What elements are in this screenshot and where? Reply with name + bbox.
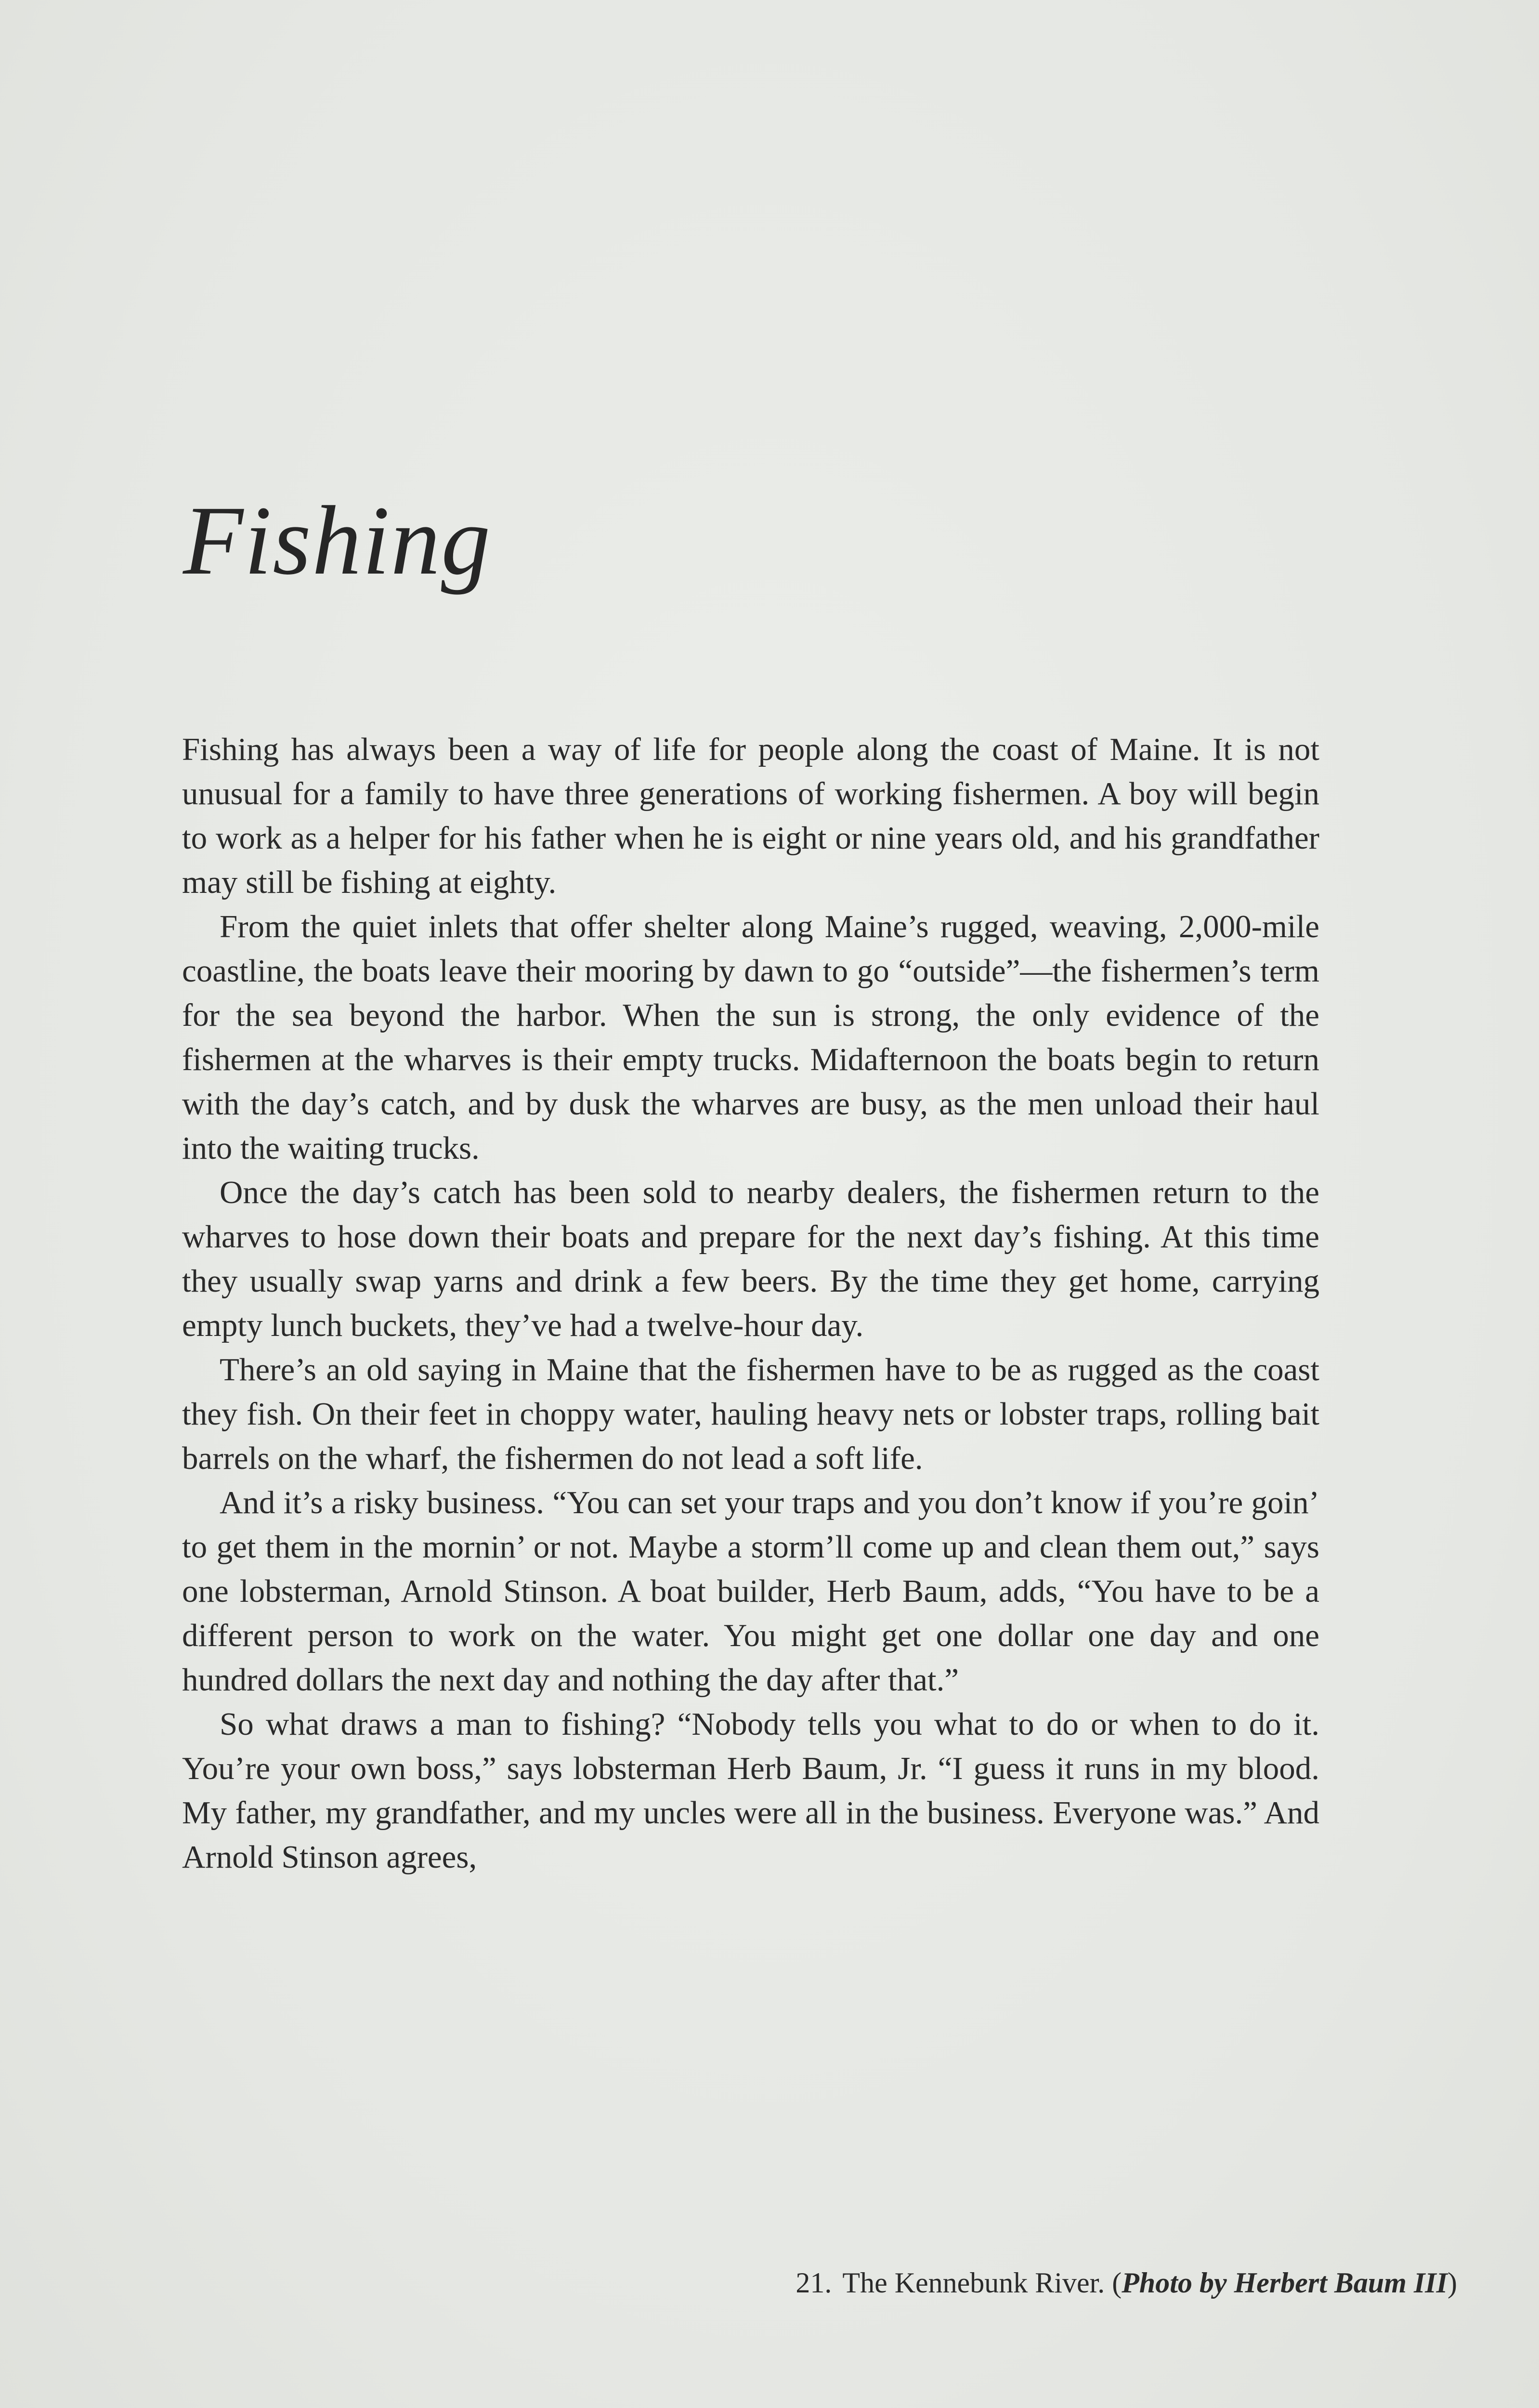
paragraph: And it’s a risky business. “You can set your traps and you don’t know if you’re goin’ to get them in the mornin’ or not. Maybe a storm’ll come up and clean them out,” says one lobsterman, Arnold Stinson. A boat builder, Herb Baum, adds, “You have to be a different person to work on the water. You might get one dollar one day and one hundred dollars the next day and nothing the day after that.” [182,1485,1319,1698]
paragraph: So what draws a man to fishing? “Nobody tells you what to do or when to do it. You’re your own boss,” says lobsterman Herb Baum, Jr. “I guess it runs in my blood. My father, my grandfather, and my uncles were all in the business. Everyone was.” And Arnold Stinson agrees, [182,1706,1319,1875]
paragraph: Fishing has always been a way of life for people along the coast of Maine. It is not unusual for a family to have three generations of working fishermen. A boy will begin to work as a helper for his father when he is eight or nine years old, and his grandfather may still be fishing at eighty. [182,732,1319,900]
caption-close-paren: ) [1448,2267,1457,2299]
page-title: Fishing [183,486,492,595]
caption-text: The Kennebunk River. [842,2267,1105,2299]
paragraph: Once the day’s catch has been sold to nearby dealers, the fishermen return to the wharves to hose down their boats and prepare for the next day’s fishing. At this time they usually swap yarns and drink a few beers. By the time they get home, carrying empty lunch buckets, they’ve had a twelve-hour day. [182,1175,1319,1343]
photo-credit: Photo by Herbert Baum III [1122,2267,1448,2299]
figure-caption [796,2264,1457,2302]
paragraph: There’s an old saying in Maine that the fishermen have to be as rugged as the coast they fish. On their feet in choppy water, hauling heavy nets or lobster traps, rolling bait barrels on the wharf, the fishermen do not lead a soft life. [182,1352,1319,1476]
article-body [182,727,1319,1879]
caption-number: 21. [796,2267,832,2299]
caption-open-paren: ( [1112,2267,1122,2299]
paragraph: From the quiet inlets that offer shelter along Maine’s rugged, weaving, 2,000-mile coastline, the boats leave their mooring by dawn to go “outside”—the fishermen’s term for the sea beyond the harbor. When the sun is strong, the only evidence of the fishermen at the wharves is their empty trucks. Midafternoon the boats begin to return with the day’s catch, and by dusk the wharves are busy, as the men unload their haul into the waiting trucks. [182,909,1319,1166]
